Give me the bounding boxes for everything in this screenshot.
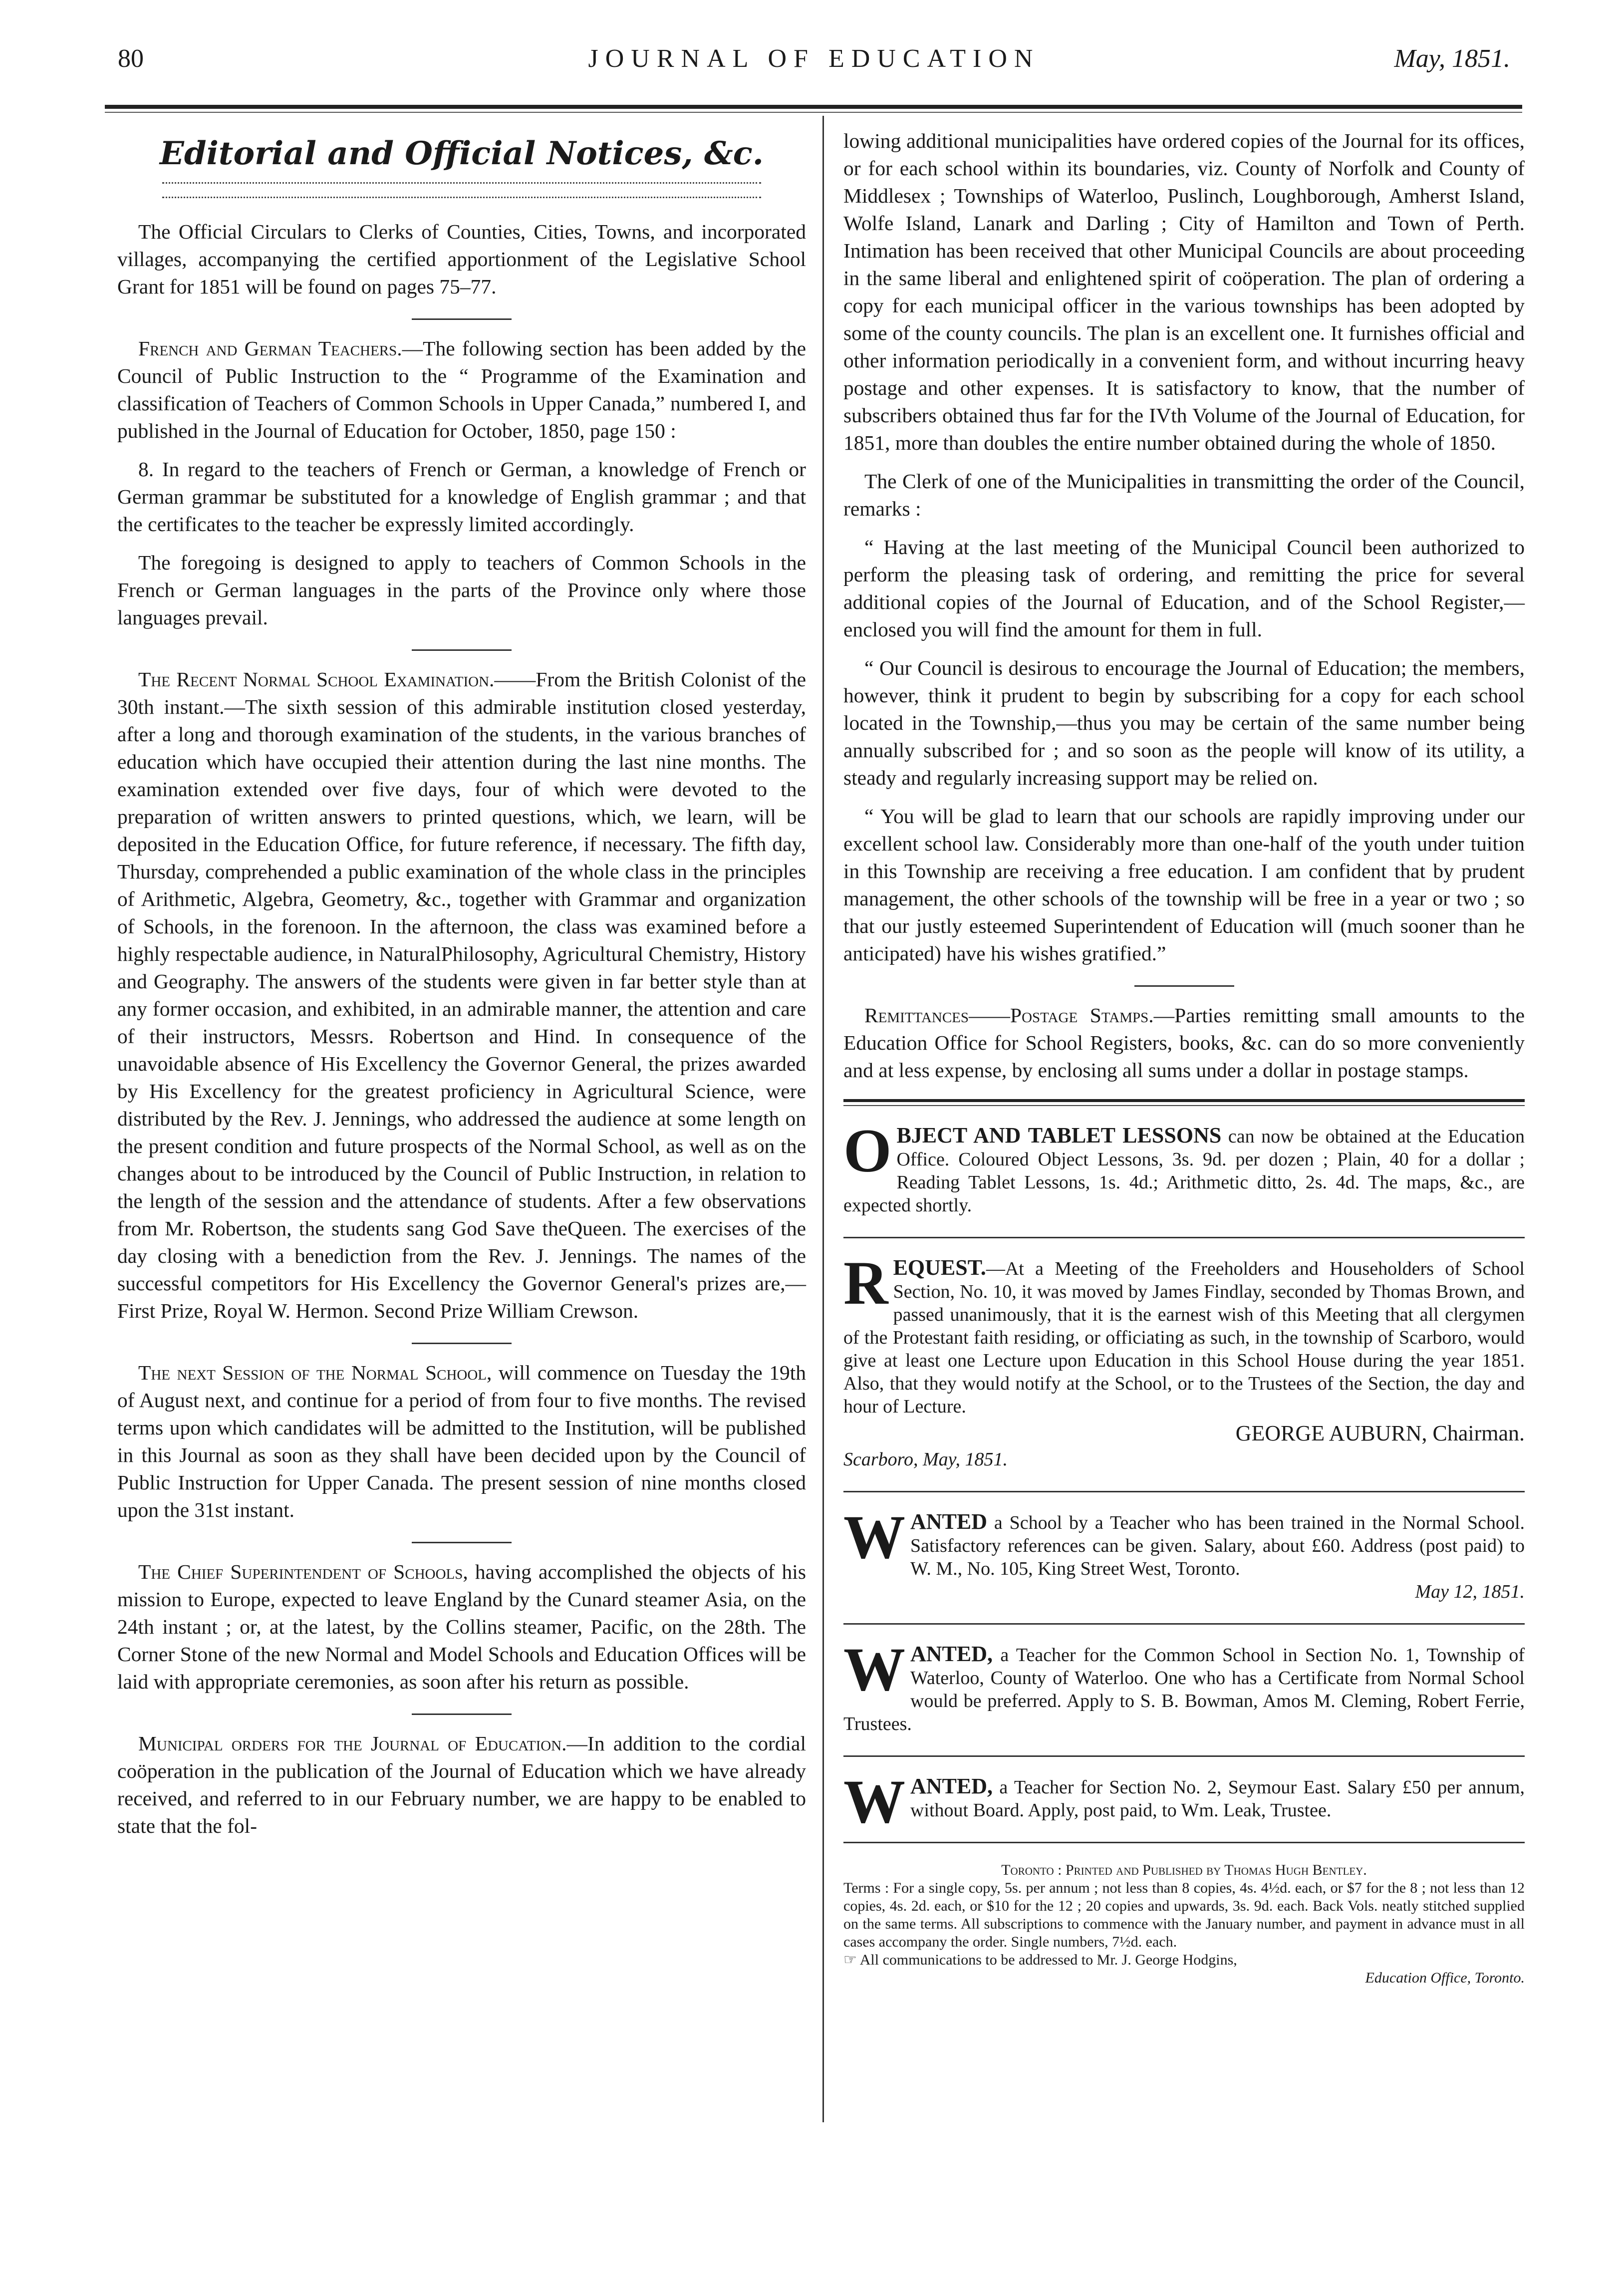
section-masthead: Editorial and Official Notices, &c.	[160, 135, 764, 172]
clerk-remarks: The Clerk of one of the Municipalities in transmitting the order of the Council, remarks :	[843, 470, 1525, 520]
office-address: Education Office, Toronto.	[1365, 1970, 1525, 1986]
advert-wanted-seymour: WANTED, a Teacher for Section No. 2, Seymour East. Salary £50 per annum, without Board. Apply, post paid, to Wm. Leak, Trustee.	[843, 1767, 1525, 1836]
masthead-ornament	[162, 182, 761, 198]
advert-double-rule	[843, 1099, 1525, 1106]
french-german-heading: French and German Teachers.	[138, 337, 402, 360]
separator	[412, 649, 512, 651]
advert-rule	[843, 1842, 1525, 1843]
subscription-terms: Terms : For a single copy, 5s. per annum ; not less than 8 copies, 4s. 4½d. each, or $7 for the 8 ; not less than 12 copies, 4s. 2d. each, or $10 for the 12 ; 20 copies and upwards, 3s. 9d. each. Back Vols. neatly stitched supplied on the same terms. All subscriptions to commence with the January number, and payment in advance must in all cases accompany the order. Single numbers, 7½d. each.	[843, 1880, 1525, 1950]
foregoing-text: The foregoing is designed to apply to teachers of Common Schools in the French or German languages in the parts of the Province only where those languages prevail.	[117, 551, 806, 629]
separator	[1134, 985, 1234, 987]
french-german-body: —The following section has been added by the Council of Public Instruction to the “ Programme of the Examination and classification of Teachers of Common Schools in Upper Canada,” numbered I, and published in the Journal of Education for October, 1850, page 150 :	[117, 337, 806, 442]
chief-superintendent-body: having accomplished the objects of his mission to Europe, expected to leave England by the Cunard steamer Asia, on the 24th instant ; or, at the latest, by the Collins steamer, Pacific, on the 28th. The Corner Stone of the new Normal and Model Schools and Education Offices will be laid with appropriate ceremonies, as soon after his return as possible.	[117, 1560, 806, 1693]
right-column	[843, 127, 1525, 1987]
next-session-body: will commence on Tuesday the 19th of August next, and continue for a period of from four to five months. The revised terms upon which candidates will be admitted to the Institution, will be published in this Journal as soon as they shall have been decided upon by the Council of Public Instruction for Upper Canada. The present session of nine months closed upon the 31st instant.	[117, 1361, 806, 1521]
drop-cap: W	[843, 1510, 905, 1571]
separator	[412, 1713, 512, 1715]
page-number: 80	[118, 44, 144, 73]
advert-rule	[843, 1491, 1525, 1492]
remittances-heading: Remittances——Postage Stamps.	[864, 1004, 1154, 1027]
advert-rule	[843, 1237, 1525, 1238]
drop-cap: R	[843, 1256, 888, 1317]
advert-wanted-school: WANTED a School by a Teacher who has been trained in the Normal School. Satisfactory references can be given. Salary, about £60. Address (post paid) to W. M., No. 105, King Street West, Toronto. May 12, 1851.	[843, 1510, 1525, 1602]
section-8-text: 8. In regard to the teachers of French or German, a knowledge of French or German grammar be substituted for a knowledge of English grammar ; and that the certificates to the teacher be expressly limited accordingly.	[117, 458, 806, 536]
municipal-orders-heading: Municipal orders for the Journal of Education.	[138, 1732, 567, 1755]
printer-line: Toronto : Printed and Published by Thomas Hugh Bentley.	[1001, 1862, 1367, 1878]
wanted-school-date: May 12, 1851.	[1415, 1581, 1525, 1602]
request-place-date: Scarboro, May, 1851.	[843, 1449, 1008, 1470]
advert-request: REQUEST.—At a Meeting of the Freeholders and Householders of School Section, No. 10, it was moved by James Findlay, seconded by Thomas Brown, and passed unanimously, that it is the earnest wish of this Meeting that all clergymen of the Protestant faith residing, or officiating as such, in the township of Scarboro, would give at least one Lecture upon Education in this School House during the year 1851. Also, that they would notify at the School, or to the Trustees of the Section, the day and hour of Lecture. GEORGE AUBURN, Chairman. Scarboro, May, 1851.	[843, 1256, 1525, 1470]
separator	[412, 318, 512, 320]
running-header	[118, 44, 1510, 84]
council-quote-2: “ Our Council is desirous to encourage the Journal of Education; the members, however, think it prudent to begin by subscribing for a copy for each school located in the Township,—thus you may be certain of the same number being annually subscribed for ; and so soon as the people will know of its utility, a steady and regularly increasing support may be relied on.	[843, 656, 1525, 789]
chief-superintendent-heading: The Chief Superintendent of Schools,	[138, 1560, 468, 1583]
drop-cap: W	[843, 1767, 905, 1836]
remittances-body: —Parties remitting small amounts to the Education Office for School Registers, books, &c. can do so more conveniently and at less expense, by enclosing all sums under a dollar in postage stamps.	[843, 1004, 1525, 1082]
header-rule	[105, 105, 1522, 109]
council-quote-3: “ You will be glad to learn that our schools are rapidly improving under our excellent school law. Considerably more than one-half of the youth under tuition in this Township are receiving a free education. I am confident that by prudent management, the other schools of the township will be free in a year or two ; so that our justly esteemed Superintendent of Education will (much sooner than he anticipated) have his wishes gratified.”	[843, 805, 1525, 965]
column-divider	[822, 116, 824, 2122]
exam-body: ——From the British Colonist of the 30th instant.—The sixth session of this admirable institution closed yesterday, after a long and thorough examination of the students, in the various branches of education which have occupied their attention during the last nine months. The examination extended over five days, four of which were devoted to the preparation of written answers to printed questions, which, we learn, will be deposited in the Education Office, for future reference, if necessary. The fifth day, Thursday, comprehended a public examination of the whole class in the principles of Arithmetic, Algebra, Geometry, &c., together with Grammar and organization of Schools, in the forenoon. In the afternoon, the class was examined before a highly respectable audience, in NaturalPhilosophy, Agricultural Chemistry, History and Geography. The answers of the students were given in far better style than at any former occasion, and exhibited, in an admirable manner, the attention and care of their instructors, Messrs. Robertson and Hind. In consequence of the unavoidable absence of His Excellency the Governor General, the prizes awarded by His Excellency for the greatest proficiency in Agricultural Science, were distributed by the Rev. J. Jennings, who addressed the audience at some length on the present condition and future prospects of the Normal School, as well as on the changes about to be introduced by the Council of Public Instruction, in relation to the length of the session and the attendance of students. After a few observations from Mr. Robertson, the students sang God Save theQueen. The exercises of the day closing with a benediction from the Rev. J. Jennings. The names of the successful competitors for His Excellency the Governor General's prizes are,— First Prize, Royal W. Hermon. Second Prize William Crewson.	[117, 668, 807, 1322]
advert-rule	[843, 1755, 1525, 1757]
advert-rule	[843, 1623, 1525, 1625]
advert-object-lessons: OBJECT AND TABLET LESSONS can now be obtained at the Education Office. Coloured Object Lessons, 3s. 9d. per dozen ; Plain, 40 for a dollar ; Reading Tablet Lessons, 1s. 4d.; Arithmetic ditto, 2s. 4d. The maps, &c., are expected shortly.	[843, 1117, 1525, 1216]
municipal-orders-continued: lowing additional municipalities have ordered copies of the Journal for its offices, or for each school within its boundaries, viz. County of Norfolk and County of Middlesex ; Townships of Waterloo, Puslinch, Loughborough, Amherst Island, Wolfe Island, Lanark and Darling ; City of Hamilton and Town of Perth. Intimation has been received that other Municipal Councils are about proceeding in the same liberal and enlightened spirit of coöperation. The plan of ordering a copy for each municipal officer in the various townships has been adopted by some of the county councils. The plan is an excellent one. It furnishes official and other information periodically in a convenient form, and without incurring heavy postage and other expenses. It is satisfactory to know, that the number of subscribers obtained thus far for the IVth Volume of the Journal of Education, for 1851, more than doubles the entire number obtained during the whole of 1850.	[843, 129, 1525, 454]
communications-line: ☞ All communications to be addressed to Mr. J. George Hodgins,	[843, 1952, 1237, 1968]
official-circulars-notice: The Official Circulars to Clerks of Counties, Cities, Towns, and incorporated villages, accompanying the certified apportionment of the Legislative School Grant for 1851 will be found on pages 75–77.	[117, 220, 806, 298]
drop-cap: W	[843, 1635, 905, 1704]
exam-heading: The Recent Normal School Examination.	[138, 668, 495, 691]
left-column	[117, 127, 806, 1851]
imprint	[843, 1861, 1525, 1987]
next-session-heading: The next Session of the Normal School,	[138, 1361, 492, 1384]
journal-title: JOURNAL OF EDUCATION	[588, 44, 1040, 73]
separator	[412, 1542, 512, 1543]
council-quote-1: “ Having at the last meeting of the Municipal Council been authorized to perform the pleasing task of ordering, and remitting the price for several additional copies of the Journal of Education, and of the School Register,—enclosed you will find the amount for them in full.	[843, 536, 1525, 641]
header-rule-thin	[105, 112, 1522, 113]
municipal-orders-body: —In addition to the cordial coöperation in the publication of the Journal of Education which we have already received, and referred to in our February number, we are happy to be enabled to state that the fol-	[117, 1732, 806, 1837]
separator	[412, 1343, 512, 1344]
advert-wanted-waterloo: WANTED, a Teacher for the Common School in Section No. 1, Township of Waterloo, County of Waterloo. One who has a Certificate from Normal School would be preferred. Apply to S. B. Bowman, Amos M. Cleming, Robert Ferrie, Trustees.	[843, 1635, 1525, 1734]
request-signature: GEORGE AUBURN, Chairman.	[1235, 1421, 1525, 1445]
drop-cap: O	[843, 1117, 892, 1185]
issue-date: May, 1851.	[1394, 44, 1510, 73]
